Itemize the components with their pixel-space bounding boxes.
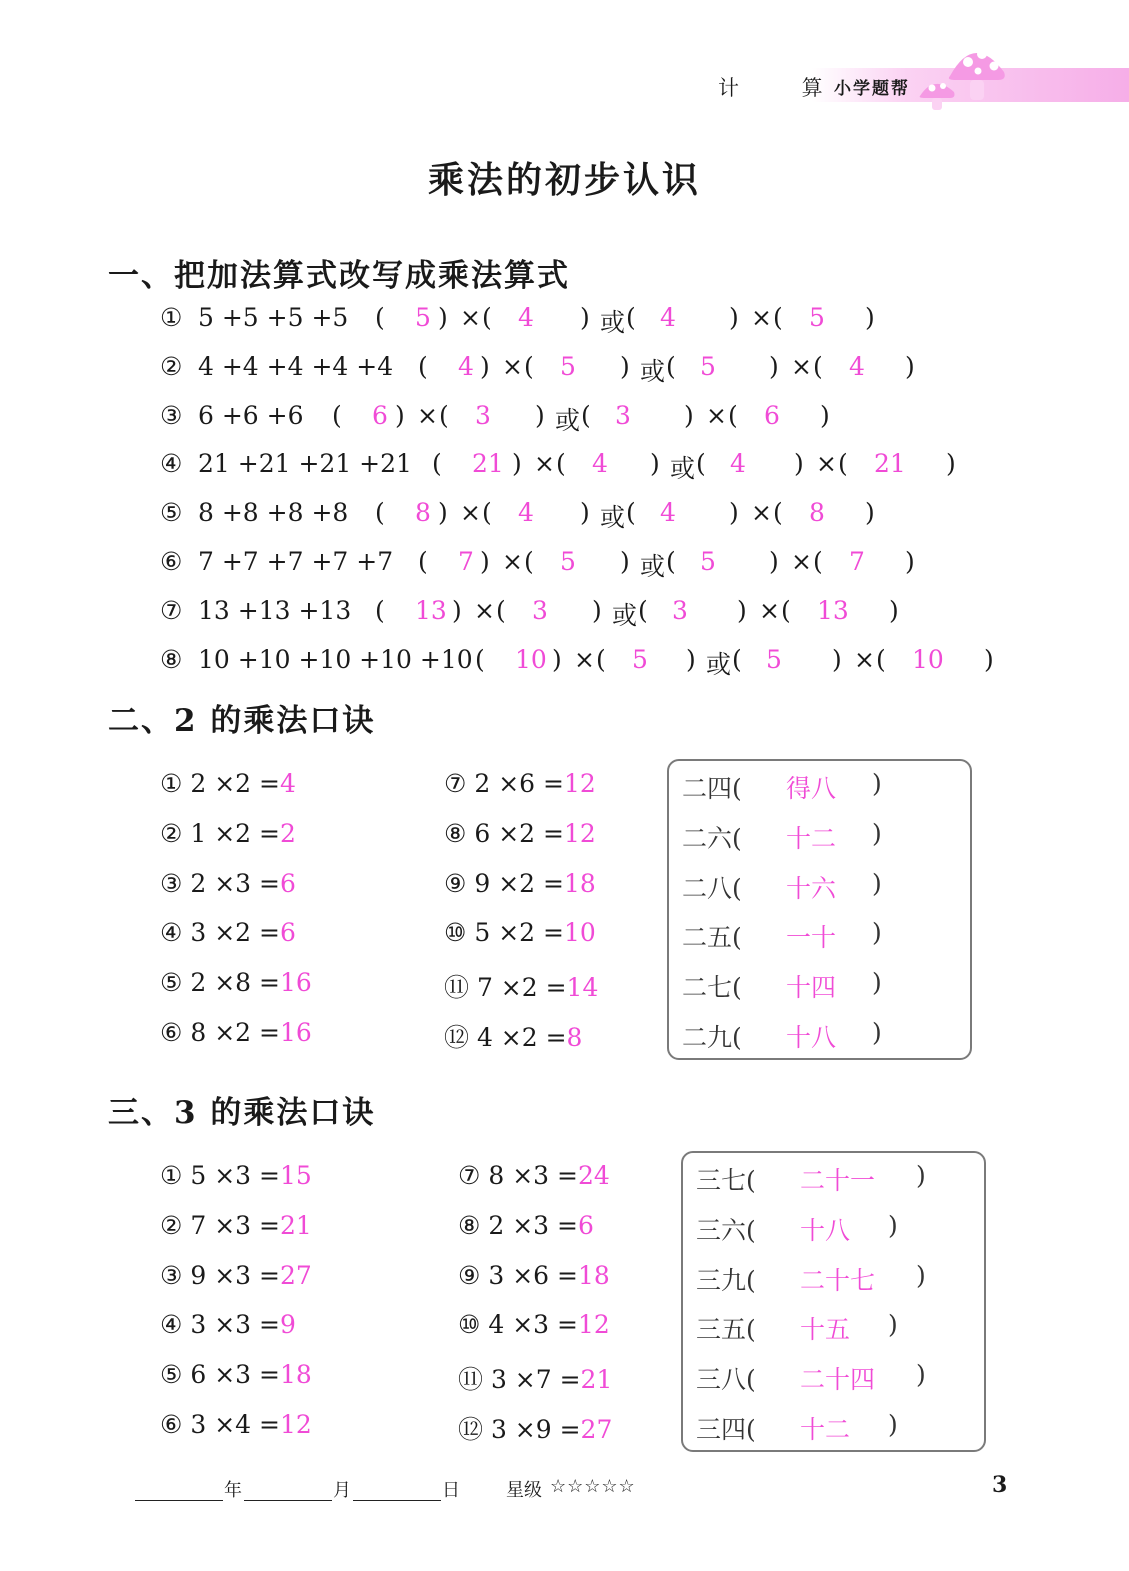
answer-value[interactable]: 14 (566, 973, 599, 1003)
answer-value[interactable]: 21 (279, 1210, 312, 1240)
question-text: ② 7 ×3 = (160, 1210, 280, 1240)
answer-value[interactable]: 12 (563, 769, 596, 798)
question-text: ⑨ 3 ×6 = (458, 1260, 578, 1290)
close-paren: ) (916, 1161, 926, 1190)
question-text: ⑪ 7 ×2 = (444, 973, 567, 1003)
answer-b[interactable]: 5 (560, 547, 576, 576)
answer-value[interactable]: 16 (279, 968, 312, 998)
question-text: ③ 2 ×3 = (160, 868, 280, 898)
addition-expression: 5 +5 +5 +5 (198, 303, 349, 332)
section3-heading: 三、3 的乘法口诀 (108, 1095, 376, 1131)
answer-c[interactable]: 4 (660, 498, 676, 528)
question-text: ⑦ 2 ×6 = (444, 769, 564, 798)
koujue-prompt: 二八( (682, 873, 742, 903)
multiplication-question (458, 1310, 610, 1350)
times-sign: × (816, 449, 837, 479)
answer-value[interactable]: 16 (279, 1018, 312, 1047)
question-text: ① 2 ×2 = (160, 769, 280, 798)
answer-a[interactable]: 6 (372, 400, 388, 430)
answer-d[interactable]: 4 (849, 351, 865, 381)
koujue-answer[interactable]: 得八 (786, 774, 837, 803)
open-paren: ( (482, 303, 492, 332)
close-paren: ) (686, 644, 696, 674)
koujue-answer[interactable]: 一十 (786, 923, 837, 953)
answer-c[interactable]: 3 (615, 400, 631, 430)
close-paren: ) (872, 868, 882, 898)
question-text: ⑧ 6 ×2 = (444, 818, 564, 848)
multiplication-question (160, 819, 296, 859)
page-title: 乘法的初步认识 (427, 159, 701, 201)
close-paren: ) (452, 595, 462, 625)
answer-value[interactable]: 6 (577, 1210, 594, 1240)
or-label: 或 (640, 356, 666, 386)
addition-expression: 10 +10 +10 +10 +10 (198, 644, 473, 674)
addition-expression: 6 +6 +6 (198, 400, 304, 430)
times-sign: × (791, 351, 812, 381)
koujue-prompt: 三七( (696, 1166, 756, 1195)
answer-b[interactable]: 4 (592, 449, 608, 479)
open-paren: ( (581, 400, 591, 430)
answer-value[interactable]: 24 (577, 1161, 610, 1190)
koujue-prompt: 二四( (682, 774, 742, 803)
item-number: ② (160, 351, 183, 381)
answer-value[interactable]: 12 (279, 1410, 312, 1439)
times-sign: × (574, 644, 595, 674)
answer-a[interactable]: 4 (458, 351, 474, 381)
multiplication-question (160, 1211, 312, 1251)
open-paren: ( (813, 547, 823, 576)
open-paren: ( (418, 547, 428, 576)
answer-c[interactable]: 5 (700, 547, 716, 576)
multiplication-question (458, 1360, 612, 1400)
answer-b[interactable]: 5 (632, 644, 648, 674)
times-sign: × (706, 400, 727, 430)
page-number: 3 (992, 1472, 1008, 1498)
close-paren: ) (729, 303, 739, 332)
koujue-answer[interactable]: 十八 (800, 1215, 851, 1245)
times-sign: × (791, 547, 812, 576)
close-paren: ) (832, 644, 842, 674)
month-blank[interactable] (244, 1500, 332, 1501)
open-paren: ( (666, 351, 676, 381)
or-label: 或 (670, 454, 696, 484)
answer-d[interactable]: 21 (874, 449, 906, 479)
open-paren: ( (732, 644, 742, 674)
multiplication-question (444, 869, 596, 909)
answer-value[interactable]: 9 (279, 1310, 296, 1340)
or-label: 或 (612, 600, 638, 630)
item-number: ⑧ (160, 644, 183, 674)
koujue-prompt: 二五( (682, 923, 742, 953)
open-paren: ( (375, 498, 385, 528)
close-paren: ) (916, 1360, 926, 1390)
close-paren: ) (650, 449, 660, 479)
question-text: ④ 3 ×3 = (160, 1310, 280, 1340)
answer-b[interactable]: 3 (475, 400, 491, 430)
answer-a[interactable]: 21 (472, 449, 504, 479)
open-paren: ( (876, 644, 886, 674)
answer-b[interactable]: 4 (518, 498, 534, 528)
answer-value[interactable]: 27 (580, 1415, 613, 1444)
close-paren: ) (438, 498, 448, 528)
multiplication-question (160, 1161, 312, 1201)
koujue-prompt: 二九( (682, 1023, 742, 1052)
close-paren: ) (769, 351, 779, 381)
multiplication-question (444, 918, 596, 958)
open-paren: ( (638, 595, 648, 625)
question-text: ⑥ 3 ×4 = (160, 1410, 280, 1439)
close-paren: ) (888, 1210, 898, 1240)
answer-c[interactable]: 4 (730, 449, 746, 479)
answer-c[interactable]: 5 (700, 351, 716, 381)
multiplication-question (444, 1018, 582, 1058)
close-paren: ) (865, 303, 875, 332)
item-number: ⑤ (160, 498, 183, 528)
koujue-prompt: 三八( (696, 1365, 756, 1395)
close-paren: ) (905, 351, 915, 381)
open-paren: ( (524, 547, 534, 576)
times-sign: × (751, 303, 772, 332)
close-paren: ) (872, 769, 882, 798)
answer-value[interactable]: 2 (279, 818, 296, 848)
open-paren: ( (439, 400, 449, 430)
rating-stars[interactable]: ☆☆☆☆☆ (550, 1476, 636, 1497)
question-text: ⑤ 2 ×8 = (160, 968, 280, 998)
close-paren: ) (480, 547, 490, 576)
close-paren: ) (592, 595, 602, 625)
multiplication-question (458, 1261, 610, 1301)
addition-expression: 7 +7 +7 +7 +7 (198, 547, 394, 576)
close-paren: ) (512, 449, 522, 479)
koujue-answer[interactable]: 十二 (786, 823, 837, 853)
question-text: ⑤ 6 ×3 = (160, 1360, 280, 1390)
close-paren: ) (729, 498, 739, 528)
rating-label: 星级 (506, 1480, 542, 1501)
section3-koujue-box (681, 1151, 986, 1452)
open-paren: ( (666, 547, 676, 576)
multiplication-question (160, 769, 296, 809)
close-paren: ) (535, 400, 545, 430)
open-paren: ( (496, 595, 506, 625)
times-sign: × (502, 547, 523, 576)
question-text: ⑨ 9 ×2 = (444, 868, 564, 898)
year-label: 年 (224, 1480, 242, 1501)
answer-value[interactable]: 6 (279, 868, 296, 898)
close-paren: ) (580, 303, 590, 332)
close-paren: ) (438, 303, 448, 332)
close-paren: ) (888, 1410, 898, 1439)
open-paren: ( (556, 449, 566, 479)
section2-heading: 二、2 的乘法口诀 (108, 703, 376, 739)
close-paren: ) (769, 547, 779, 576)
addition-expression: 8 +8 +8 +8 (198, 498, 349, 528)
or-label: 或 (640, 552, 666, 581)
multiplication-question (458, 1410, 612, 1450)
or-label: 或 (706, 649, 732, 679)
koujue-prompt: 三五( (696, 1315, 756, 1345)
item-number: ⑦ (160, 595, 183, 625)
close-paren: ) (737, 595, 747, 625)
answer-value[interactable]: 12 (563, 818, 596, 848)
section2-koujue-box (667, 759, 972, 1060)
multiplication-question (160, 1360, 312, 1400)
question-text: ⑫ 3 ×9 = (458, 1415, 581, 1444)
header-subject: 计 算 (718, 76, 851, 100)
answer-a[interactable]: 5 (415, 303, 431, 332)
answer-c[interactable]: 3 (672, 595, 688, 625)
koujue-answer[interactable]: 十五 (800, 1315, 851, 1345)
koujue-prompt: 三四( (696, 1415, 756, 1444)
times-sign: × (502, 351, 523, 381)
item-number: ① (160, 303, 183, 332)
question-text: ⑥ 8 ×2 = (160, 1018, 280, 1047)
answer-value[interactable]: 10 (563, 918, 596, 948)
mushroom-icon (912, 36, 1012, 116)
answer-value[interactable]: 4 (279, 769, 296, 798)
multiplication-question (444, 819, 596, 859)
item-number: ③ (160, 400, 183, 430)
koujue-prompt: 二七( (682, 973, 742, 1003)
multiplication-question (160, 1410, 312, 1450)
koujue-answer[interactable]: 二十一 (800, 1166, 876, 1195)
close-paren: ) (395, 400, 405, 430)
day-blank[interactable] (353, 1500, 441, 1501)
open-paren: ( (432, 449, 442, 479)
close-paren: ) (620, 547, 630, 576)
close-paren: ) (865, 498, 875, 528)
or-label: 或 (555, 405, 581, 435)
multiplication-question (444, 769, 596, 809)
answer-value[interactable]: 6 (279, 918, 296, 948)
open-paren: ( (781, 595, 791, 625)
answer-a[interactable]: 8 (415, 498, 431, 528)
question-text: ③ 9 ×3 = (160, 1260, 280, 1290)
open-paren: ( (524, 351, 534, 381)
multiplication-question (160, 1018, 312, 1058)
open-paren: ( (838, 449, 848, 479)
times-sign: × (460, 303, 481, 332)
open-paren: ( (375, 303, 385, 332)
question-text: ⑦ 8 ×3 = (458, 1161, 578, 1190)
close-paren: ) (916, 1260, 926, 1290)
koujue-answer[interactable]: 十四 (786, 973, 837, 1003)
answer-value[interactable]: 15 (279, 1161, 312, 1190)
open-paren: ( (475, 644, 485, 674)
answer-value[interactable]: 18 (279, 1360, 312, 1390)
multiplication-question (160, 1310, 296, 1350)
multiplication-question (160, 1261, 312, 1301)
answer-a[interactable]: 13 (415, 595, 447, 625)
header-brand: 小学题帮 (834, 79, 910, 99)
open-paren: ( (332, 400, 342, 430)
open-paren: ( (596, 644, 606, 674)
close-paren: ) (620, 351, 630, 381)
close-paren: ) (820, 400, 830, 430)
open-paren: ( (813, 351, 823, 381)
question-text: ⑩ 4 ×3 = (458, 1310, 578, 1340)
answer-c[interactable]: 5 (766, 644, 782, 674)
open-paren: ( (773, 498, 783, 528)
close-paren: ) (872, 1018, 882, 1047)
close-paren: ) (794, 449, 804, 479)
addition-expression: 21 +21 +21 +21 (198, 449, 412, 479)
koujue-prompt: 二六( (682, 823, 742, 853)
koujue-prompt: 三六( (696, 1215, 756, 1245)
answer-d[interactable]: 7 (849, 547, 865, 576)
answer-value[interactable]: 21 (580, 1365, 613, 1395)
question-text: ② 1 ×2 = (160, 818, 280, 848)
open-paren: ( (482, 498, 492, 528)
close-paren: ) (984, 644, 994, 674)
question-text: ① 5 ×3 = (160, 1161, 280, 1190)
close-paren: ) (580, 498, 590, 528)
times-sign: × (759, 595, 780, 625)
answer-d[interactable]: 8 (809, 498, 825, 528)
answer-b[interactable]: 4 (518, 303, 534, 332)
close-paren: ) (872, 968, 882, 998)
answer-b[interactable]: 5 (560, 351, 576, 381)
close-paren: ) (552, 644, 562, 674)
question-text: ⑩ 5 ×2 = (444, 918, 564, 948)
item-number: ④ (160, 449, 183, 479)
open-paren: ( (773, 303, 783, 332)
koujue-answer[interactable]: 十八 (786, 1023, 837, 1052)
question-text: ⑪ 3 ×7 = (458, 1365, 581, 1395)
close-paren: ) (480, 351, 490, 381)
answer-value[interactable]: 18 (563, 868, 596, 898)
multiplication-question (160, 869, 296, 909)
close-paren: ) (888, 1310, 898, 1340)
open-paren: ( (418, 351, 428, 381)
multiplication-question (444, 968, 598, 1008)
multiplication-question (160, 968, 312, 1008)
multiplication-question (458, 1161, 610, 1201)
item-number: ⑥ (160, 547, 183, 576)
or-label: 或 (600, 308, 626, 337)
answer-value[interactable]: 18 (577, 1260, 610, 1290)
close-paren: ) (946, 449, 956, 479)
times-sign: × (474, 595, 495, 625)
times-sign: × (751, 498, 772, 528)
answer-a[interactable]: 10 (515, 644, 547, 674)
answer-value[interactable]: 27 (279, 1260, 312, 1290)
close-paren: ) (684, 400, 694, 430)
question-text: ⑧ 2 ×3 = (458, 1210, 578, 1240)
year-blank[interactable] (135, 1500, 223, 1501)
open-paren: ( (626, 303, 636, 332)
addition-expression: 13 +13 +13 (198, 595, 352, 625)
question-text: ④ 3 ×2 = (160, 918, 280, 948)
koujue-answer[interactable]: 二十七 (800, 1265, 876, 1295)
open-paren: ( (626, 498, 636, 528)
day-label: 日 (442, 1480, 460, 1501)
answer-d[interactable]: 10 (912, 644, 944, 674)
section1-heading: 一、把加法算式改写成乘法算式 (108, 258, 570, 294)
month-label: 月 (333, 1480, 351, 1501)
answer-value[interactable]: 12 (577, 1310, 610, 1340)
koujue-answer[interactable]: 十二 (800, 1415, 851, 1444)
answer-b[interactable]: 3 (532, 595, 548, 625)
close-paren: ) (889, 595, 899, 625)
or-label: 或 (600, 503, 626, 533)
multiplication-question (458, 1211, 594, 1251)
times-sign: × (417, 400, 438, 430)
koujue-answer[interactable]: 十六 (786, 873, 837, 903)
answer-c[interactable]: 4 (660, 303, 676, 332)
close-paren: ) (905, 547, 915, 576)
koujue-prompt: 三九( (696, 1265, 756, 1295)
close-paren: ) (872, 818, 882, 848)
answer-d[interactable]: 13 (817, 595, 849, 625)
answer-value[interactable]: 8 (566, 1023, 583, 1052)
addition-expression: 4 +4 +4 +4 +4 (198, 351, 394, 381)
close-paren: ) (872, 918, 882, 948)
answer-a[interactable]: 7 (458, 547, 474, 576)
open-paren: ( (728, 400, 738, 430)
question-text: ⑫ 4 ×2 = (444, 1023, 567, 1052)
multiplication-question (160, 918, 296, 958)
times-sign: × (534, 449, 555, 479)
times-sign: × (854, 644, 875, 674)
times-sign: × (460, 498, 481, 528)
answer-d[interactable]: 6 (764, 400, 780, 430)
koujue-answer[interactable]: 二十四 (800, 1365, 876, 1395)
answer-d[interactable]: 5 (809, 303, 825, 332)
open-paren: ( (375, 595, 385, 625)
open-paren: ( (696, 449, 706, 479)
